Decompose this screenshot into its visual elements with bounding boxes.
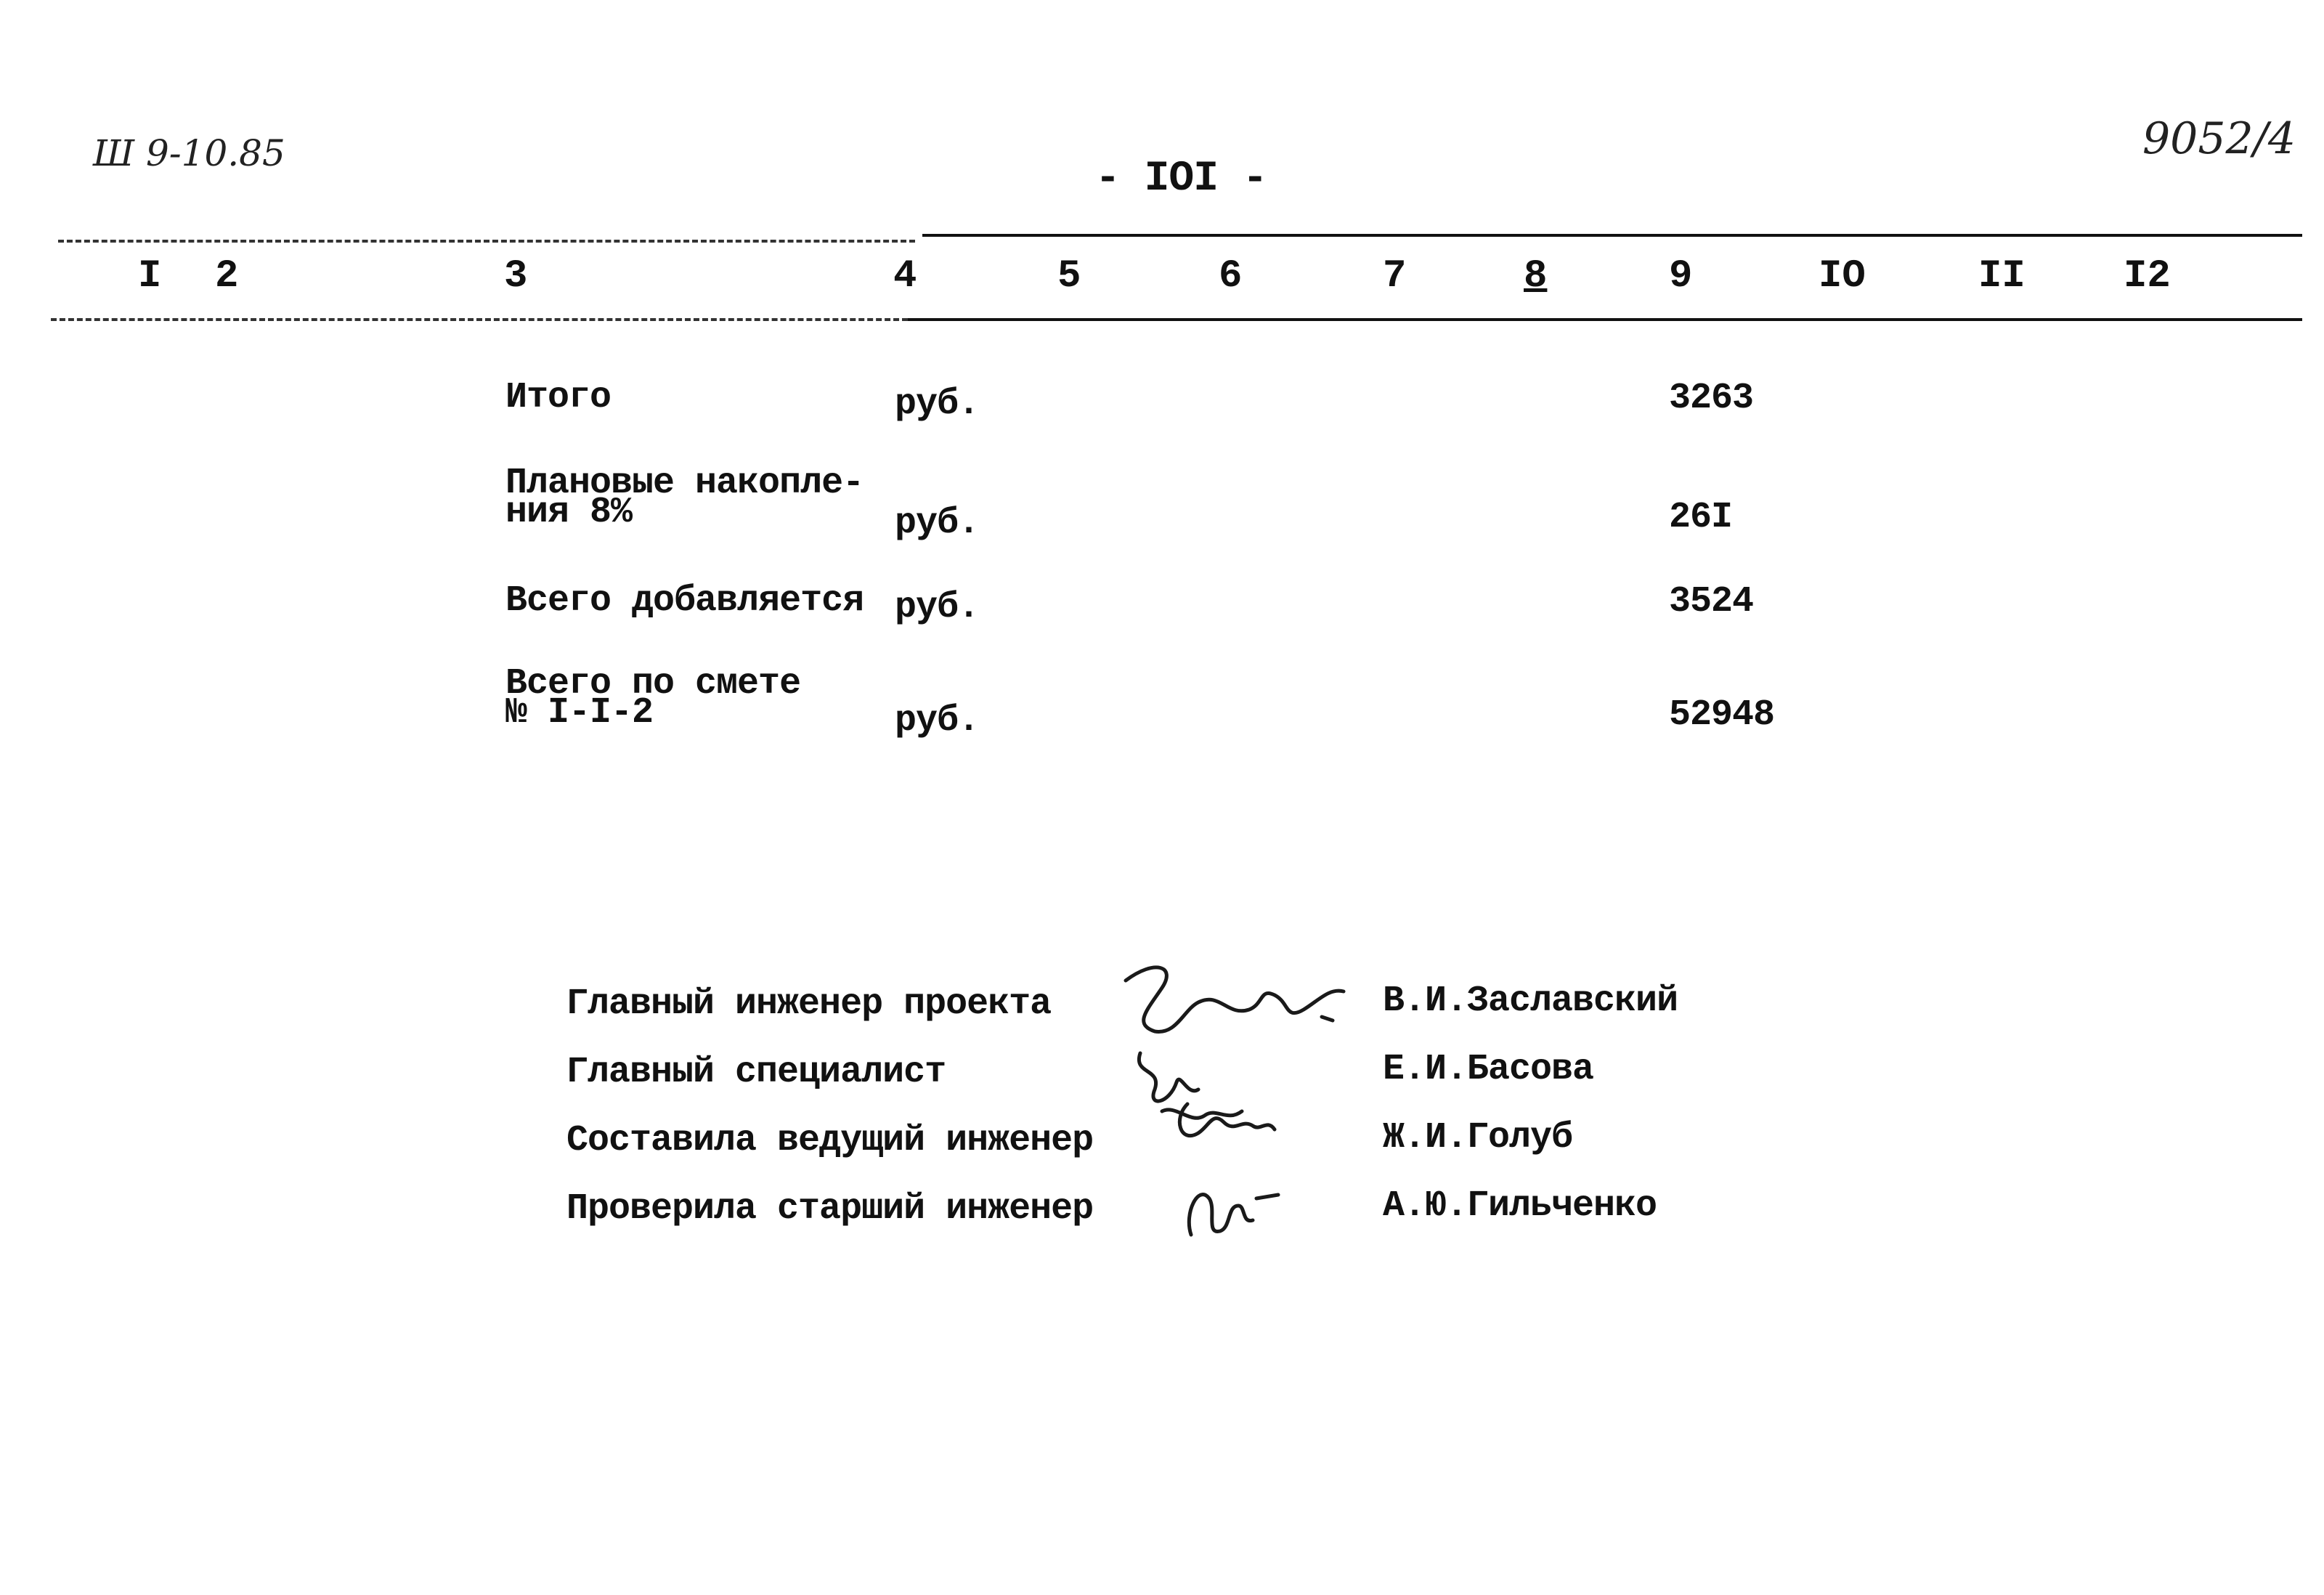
row-estimate-total-label: Всего по смете № I-I-2 [505, 663, 801, 734]
row-planned-savings-label: Плановые накопле- ния 8% [505, 463, 864, 533]
signature-role-lead-engineer: Составила ведущий инженер [566, 1120, 1094, 1161]
signature-name-basova: Е.И.Басова [1383, 1049, 1594, 1090]
row-estimate-total-value: 52948 [1669, 694, 1775, 736]
column-number-7: 7 [1383, 254, 1407, 299]
handwritten-archive-note: Ш 9-10.85 [93, 132, 285, 174]
header-rule-top-dashed [58, 240, 915, 243]
handwritten-document-number: 9052/4 [2142, 113, 2296, 164]
column-number-8: 8 [1524, 254, 1548, 299]
header-rule-bottom-dashed [51, 318, 908, 321]
signature-name-zaslavsky: В.И.Заславский [1383, 981, 1678, 1022]
row-total-label: Итого [505, 377, 612, 418]
column-number-6: 6 [1219, 254, 1243, 299]
row-added-total-label: Всего добавляется [505, 580, 864, 622]
column-number-9: 9 [1669, 254, 1693, 299]
column-number-12: I2 [2124, 254, 2171, 299]
row-total-value: 3263 [1669, 378, 1754, 419]
signature-name-golub: Ж.И.Голуб [1383, 1117, 1573, 1158]
signature-mark-senior-engineer [1169, 1169, 1285, 1249]
column-number-11: II [1978, 254, 2026, 299]
column-number-2: 2 [215, 254, 239, 299]
page-number: - IOI - [1095, 155, 1267, 203]
row-total-unit: руб. [895, 383, 980, 425]
header-rule-bottom [908, 318, 2302, 321]
column-number-4: 4 [893, 254, 917, 299]
signature-mark-lead-engineer [1169, 1089, 1285, 1155]
header-rule-top [922, 234, 2302, 237]
row-planned-savings-value: 26I [1669, 497, 1733, 538]
row-planned-savings-unit: руб. [895, 503, 980, 544]
row-added-total-unit: руб. [895, 587, 980, 628]
row-added-total-value: 3524 [1669, 581, 1754, 622]
signature-mark-chief-engineer [1111, 951, 1358, 1046]
signature-name-gilchenko: А.Ю.Гильченко [1383, 1185, 1657, 1227]
column-number-5: 5 [1057, 254, 1081, 299]
signature-role-senior-engineer: Проверила старший инженер [566, 1188, 1094, 1230]
column-number-1: I [138, 254, 162, 299]
row-estimate-total-unit: руб. [895, 700, 980, 742]
signature-role-chief-specialist: Главный специалист [566, 1052, 946, 1093]
signature-role-chief-engineer: Главный инженер проекта [566, 983, 1052, 1025]
column-number-10: IO [1819, 254, 1866, 299]
column-number-3: 3 [504, 254, 528, 299]
